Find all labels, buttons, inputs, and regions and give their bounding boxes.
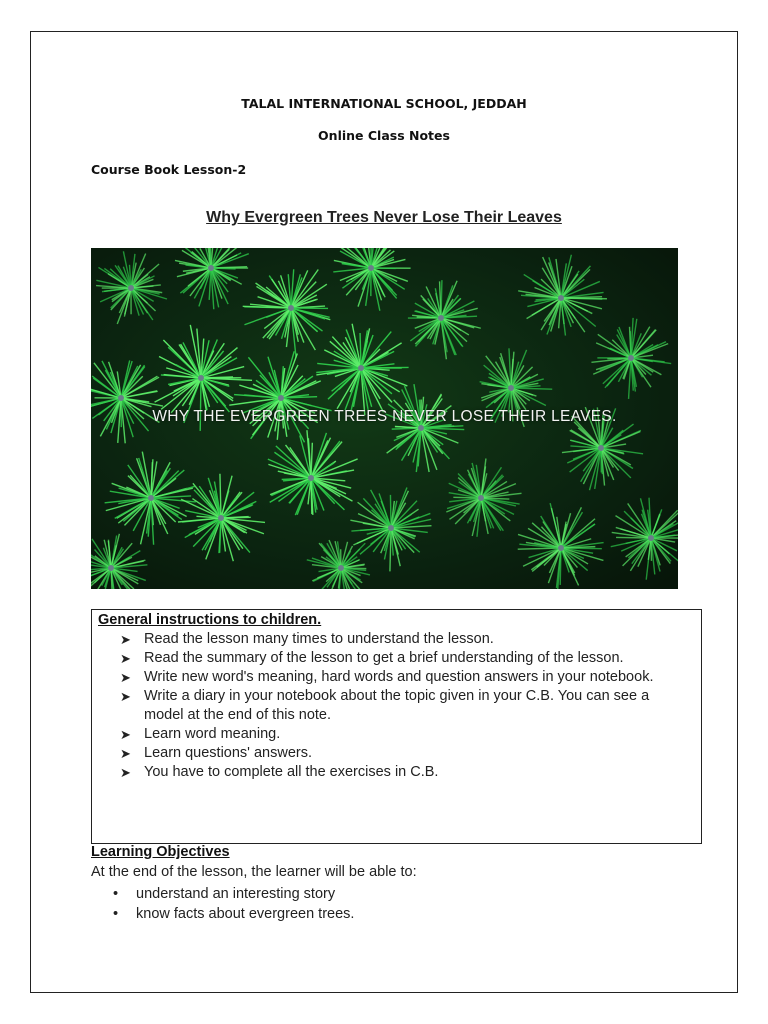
pine-bud <box>208 265 214 271</box>
list-item: ➤ Read the lesson many times to understand the lesson. <box>120 631 494 647</box>
pine-bud <box>438 315 444 321</box>
list-item: • know facts about evergreen trees. <box>113 906 355 922</box>
arrow-bullet-icon: ➤ <box>120 632 131 647</box>
pine-bud <box>198 375 204 381</box>
list-item: ➤ Write new word's meaning, hard words and question answers in your notebook. <box>120 669 654 685</box>
pine-needle <box>211 268 236 269</box>
school-name: TALAL INTERNATIONAL SCHOOL, JEDDAH <box>241 96 527 111</box>
pine-bud <box>558 545 564 551</box>
pine-bud <box>508 385 514 391</box>
pine-bud <box>338 565 344 571</box>
pine-bud <box>128 285 134 291</box>
list-item: ➤ Write a diary in your notebook about the topic given in your C.B. You can see a model at the end of this note. <box>120 688 650 723</box>
notes-subtitle: Online Class Notes <box>318 128 450 143</box>
banner-caption: WHY THE EVERGREEN TREES NEVER LOSE THEIR LEAVES. <box>152 408 617 425</box>
pine-bud <box>218 515 224 521</box>
objectives-heading: Learning Objectives <box>91 844 230 860</box>
list-item: • understand an interesting story <box>113 886 336 902</box>
pine-bud <box>558 295 564 301</box>
list-item: ➤ You have to complete all the exercises in C.B. <box>120 764 439 780</box>
course-label: Course Book Lesson-2 <box>91 162 247 177</box>
pine-bud <box>358 365 364 371</box>
list-item: ➤ Read the summary of the lesson to get a brief understanding of the lesson. <box>120 650 624 666</box>
pine-bud <box>628 355 634 361</box>
arrow-bullet-icon: ➤ <box>120 651 131 666</box>
arrow-bullet-icon: ➤ <box>120 765 131 780</box>
list-item: ➤ Learn word meaning. <box>120 726 281 742</box>
objectives-list <box>113 884 354 924</box>
arrow-bullet-icon: ➤ <box>120 746 131 761</box>
evergreen-banner-image <box>91 248 678 589</box>
pine-bud <box>368 265 374 271</box>
list-item: ➤ Learn questions' answers. <box>120 745 313 761</box>
instructions-box <box>91 609 702 844</box>
pine-bud <box>388 525 394 531</box>
pine-bud <box>308 475 314 481</box>
pine-bud <box>108 565 114 571</box>
pine-needle <box>561 298 607 299</box>
instructions-list <box>120 630 690 782</box>
pine-bud <box>118 395 124 401</box>
instructions-heading: General instructions to children. <box>98 612 322 628</box>
lesson-title: Why Evergreen Trees Never Lose Their Leaves <box>206 209 562 226</box>
pine-bud <box>598 445 604 451</box>
pine-bud <box>648 535 654 541</box>
pine-bud <box>288 305 294 311</box>
arrow-bullet-icon: ➤ <box>120 727 131 742</box>
bullet-dot-icon: • <box>113 886 119 902</box>
arrow-bullet-icon: ➤ <box>120 670 131 685</box>
pine-bud <box>278 395 284 401</box>
pine-bud <box>148 495 154 501</box>
pine-needle <box>360 333 361 368</box>
bullet-dot-icon: • <box>113 906 119 922</box>
pine-needle <box>311 478 312 514</box>
pine-bud <box>478 495 484 501</box>
objectives-intro: At the end of the lesson, the learner will be able to: <box>91 864 417 880</box>
arrow-bullet-icon: ➤ <box>120 689 131 704</box>
